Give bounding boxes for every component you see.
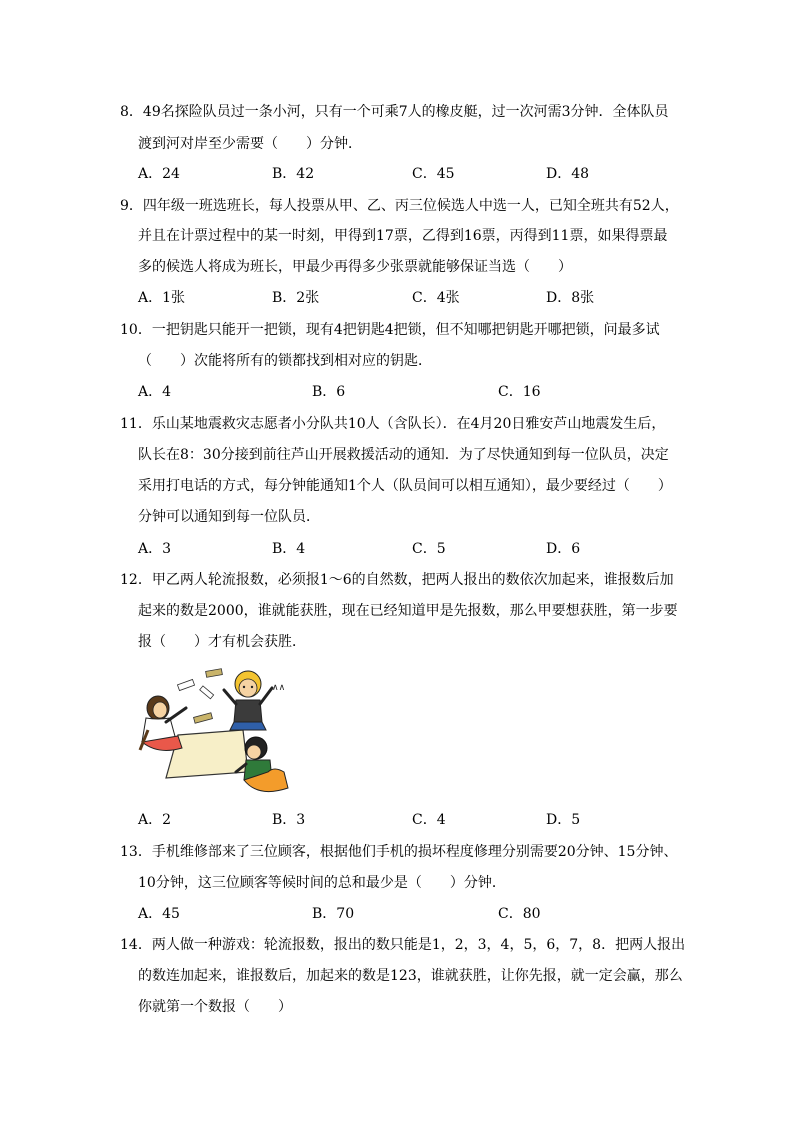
q9-option-c[interactable]: C．4张: [412, 290, 460, 306]
q9-option-d[interactable]: D．8张: [546, 290, 595, 306]
q13-option-a[interactable]: A．45: [138, 906, 180, 922]
q10-line-2: （ ）次能将所有的锁都找到相对应的钥匙．: [138, 353, 432, 369]
q9-option-a[interactable]: A．1张: [138, 290, 186, 306]
q9-option-b[interactable]: B．2张: [272, 290, 320, 306]
q12-line-3: 报（ ）才有机会获胜．: [138, 634, 306, 650]
q10-option-c[interactable]: C．16: [498, 384, 541, 400]
q10-line-1: 10．一把钥匙只能开一把锁，现有4把钥匙4把锁，但不知哪把钥匙开哪把锁，问最多试: [120, 322, 660, 338]
card-shape: [200, 686, 214, 699]
q11-line-1: 11．乐山某地震救灾志愿者小分队共10人（含队长）．在4月20日雅安芦山地震发生后，: [120, 416, 666, 432]
q11-option-d[interactable]: D．6: [546, 541, 581, 557]
q10-option-a[interactable]: A．4: [138, 384, 172, 400]
q14-line-2: 的数连加起来，谁报数后，加起来的数是123，谁就获胜，让你先报，就一定会赢，那么: [138, 968, 683, 984]
q12-line-2: 起来的数是2000，谁就能获胜，现在已经知道甲是先报数，那么甲要想获胜，第一步要: [138, 603, 678, 619]
q12-option-a[interactable]: A．2: [138, 812, 172, 828]
q8-line-2: 渡到河对岸至少需要（ ）分钟．: [138, 136, 362, 152]
q8-option-c[interactable]: C．45: [412, 166, 455, 182]
q8-line-1: 8．49名探险队员过一条小河，只有一个可乘7人的橡皮艇，过一次河需3分钟．全体队员: [120, 104, 669, 120]
q8-option-a[interactable]: A．24: [138, 166, 180, 182]
q12-line-1: 12．甲乙两人轮流报数，必须报1～6的自然数，把两人报出的数依次加起来，谁报数后加: [120, 572, 674, 588]
q9-line-3: 多的候选人将成为班长，甲最少再得多少张票就能够保证当选（ ）: [138, 259, 572, 275]
q13-option-b[interactable]: B．70: [312, 906, 355, 922]
q14-line-1: 14．两人做一种游戏：轮流报数，报出的数只能是1，2，3，4，5，6，7，8．把两人报出: [120, 937, 686, 953]
q14-line-3: 你就第一个数报（ ）: [138, 999, 292, 1015]
q13-line-2: 10分钟，这三位顾客等候时间的总和最少是（ ）分钟．: [138, 875, 506, 891]
q8-option-b[interactable]: B．42: [272, 166, 315, 182]
q10-option-b[interactable]: B．6: [312, 384, 346, 400]
q12-option-c[interactable]: C．4: [412, 812, 446, 828]
q13-option-c[interactable]: C．80: [498, 906, 541, 922]
q11-option-a[interactable]: A．3: [138, 541, 172, 557]
q13-line-1: 13．手机维修部来了三位顾客，根据他们手机的损坏程度修理分别需要20分钟、15分钟、: [120, 844, 678, 860]
q11-option-c[interactable]: C．5: [412, 541, 446, 557]
q8-option-d[interactable]: D．48: [546, 166, 590, 182]
children-playing-illustration: [138, 660, 298, 800]
q11-line-2: 队长在8：30分接到前往芦山开展救援活动的通知．为了尽快通知到每一位队员，决定: [138, 447, 669, 463]
q11-line-3: 采用打电话的方式，每分钟能通知1个人（队员间可以相互通知），最少要经过（ ）: [138, 478, 672, 494]
q12-option-d[interactable]: D．5: [546, 812, 581, 828]
girl-figure: [140, 696, 186, 750]
q9-line-1: 9．四年级一班选班长，每人投票从甲、乙、丙三位候选人中选一人，已知全班共有52人，: [120, 198, 679, 214]
svg-text:∧∧: ∧∧: [272, 683, 286, 693]
card-shape: [206, 669, 223, 678]
card-shape: [194, 713, 213, 723]
q11-line-4: 分钟可以通知到每一位队员．: [138, 509, 320, 525]
q9-line-2: 并且在计票过程中的某一时刻，甲得到17票，乙得到16票，丙得到11票，如果得票最: [138, 228, 668, 244]
boy-figure: [224, 671, 285, 730]
q12-option-b[interactable]: B．3: [272, 812, 306, 828]
q11-option-b[interactable]: B．4: [272, 541, 306, 557]
card-shape: [177, 679, 194, 690]
